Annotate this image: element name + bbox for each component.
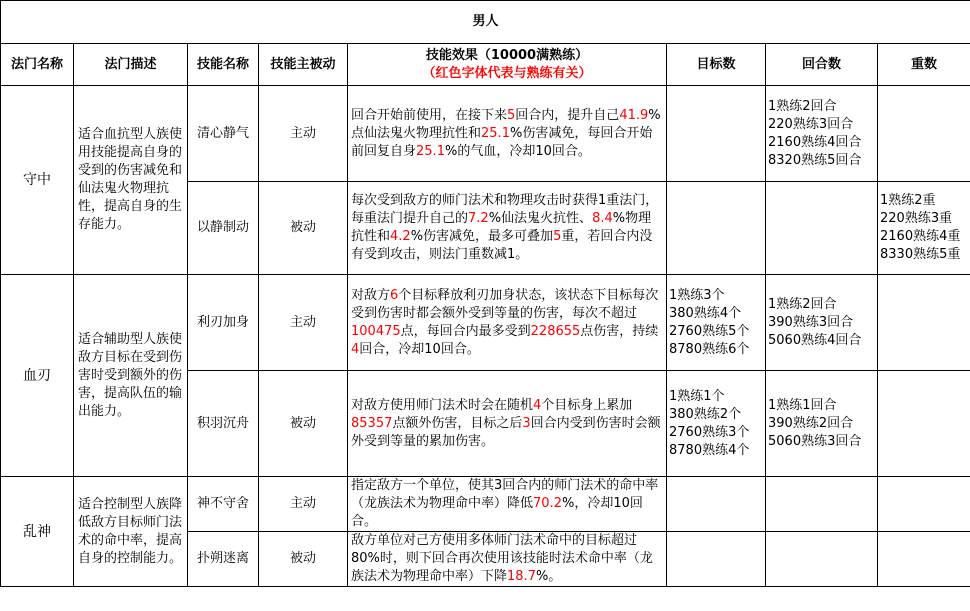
school-description: 适合辅助型人族使敌方目标在受到伤害时受到额外的伤害，提高队伍的输出能力。 [74, 275, 188, 477]
stack-count-entry: 2160熟练4重 [880, 229, 961, 244]
school-description: 适合控制型人族降低敌方目标师门法术的命中率，提高自身的控制能力。 [74, 477, 188, 587]
target-count-list [667, 532, 766, 587]
effect-text: %仙法鬼火抗性、 [488, 211, 593, 226]
round-count-entry: 2160熟练4回合 [768, 134, 862, 150]
round-count-entry: 1熟练2回合 [768, 296, 837, 312]
effect-text: 点额外伤害，目标之后 [392, 415, 523, 431]
skill-type: 被动 [259, 532, 348, 587]
round-count-list [766, 532, 878, 587]
target-count-list [667, 86, 766, 182]
header-effect [348, 44, 667, 86]
target-count-entry: 8780熟练6个 [669, 341, 750, 357]
school-name: 守中 [1, 86, 74, 275]
header-effect-label: 技能效果（10000满熟练） [425, 47, 589, 63]
skill-name: 积羽沉舟 [188, 371, 259, 477]
effect-text: 重，若回合内没有受到攻击，则法门重数减1。 [351, 229, 653, 262]
target-count-list [667, 477, 766, 532]
target-count-entry: 2760熟练3个 [669, 424, 750, 440]
header-school-name: 法门名称 [1, 44, 74, 86]
effect-text: %伤害减免，最多可叠加 [410, 229, 554, 244]
stack-count-list [878, 182, 970, 275]
school-name: 血刃 [1, 275, 74, 477]
skill-type: 被动 [259, 182, 348, 275]
effect-text: 对敌方 [351, 287, 391, 303]
round-count-list [766, 477, 878, 532]
stack-count-entry: 8330熟练5重 [880, 247, 961, 262]
target-count-list [667, 275, 766, 371]
proficiency-value: 228655 [530, 323, 581, 339]
effect-text: 个目标身上累加 [541, 397, 633, 413]
proficiency-value: 4 [351, 341, 360, 357]
round-count-entry: 5060熟练3回合 [768, 433, 862, 449]
header-targets: 目标数 [667, 44, 766, 86]
table-row [1, 477, 970, 532]
proficiency-value: 25.1 [416, 143, 445, 159]
proficiency-value: 5 [553, 229, 562, 244]
header-row [1, 44, 970, 86]
skill-effect [348, 182, 667, 275]
round-count-entry: 390熟练2回合 [768, 415, 854, 431]
target-count-entry: 380熟练2个 [669, 406, 742, 422]
effect-text: 对敌方使用师门法术时会在随机 [351, 397, 534, 413]
proficiency-value: 4.2 [390, 229, 411, 244]
proficiency-value: 3 [522, 415, 531, 431]
target-count-entry: 8780熟练4个 [669, 442, 750, 458]
proficiency-value: 6 [390, 287, 399, 303]
proficiency-value: 7.2 [468, 211, 489, 226]
effect-text: 指定敌方一个单位，使其3回合内的师门法术的命中率（龙族法术为物理命中率）降低 [351, 478, 659, 511]
round-count-entry: 220熟练3回合 [768, 116, 854, 132]
skill-name: 扑朔迷离 [188, 532, 259, 587]
effect-text: 点，每回合内最多受到 [400, 323, 531, 339]
school-description: 适合血抗型人族使用技能提高自身的受到的伤害减免和仙法鬼火物理抗性，提高自身的生存能力。 [74, 86, 188, 275]
proficiency-value: 5 [507, 107, 516, 123]
header-school-desc: 法门描述 [74, 44, 188, 86]
target-count-entry: 2760熟练5个 [669, 323, 750, 339]
target-count-entry: 1熟练1个 [669, 388, 725, 404]
effect-text: %物理抗性和 [351, 211, 652, 244]
skill-name: 以静制动 [188, 182, 259, 275]
stack-count-entry: 1熟练2重 [880, 193, 936, 208]
table-row [1, 86, 970, 182]
stack-count-list [878, 275, 970, 371]
effect-text: %。 [535, 569, 562, 584]
effect-text: 回合，冷却10回合。 [359, 341, 480, 357]
skill-effect [348, 275, 667, 371]
header-effect-note: （红色字体代表与熟练有关） [422, 65, 592, 81]
skill-type: 主动 [259, 275, 348, 371]
skill-effect [348, 477, 667, 532]
round-count-list [766, 371, 878, 477]
stack-count-list [878, 371, 970, 477]
proficiency-value: 70.2 [533, 496, 562, 511]
round-count-entry: 5060熟练4回合 [768, 332, 862, 348]
stack-count-entry: 220熟练3重 [880, 211, 953, 226]
skill-type: 主动 [259, 86, 348, 182]
effect-text: 回合内，提升自己 [515, 107, 620, 123]
effect-text: %伤害减免，每回合开始前回复自身 [351, 125, 653, 159]
round-count-entry: 1熟练2回合 [768, 98, 837, 114]
proficiency-value: 4 [533, 397, 542, 413]
effect-text: 回合开始前使用，在接下来 [351, 107, 508, 123]
stack-count-list [878, 477, 970, 532]
skill-effect [348, 371, 667, 477]
proficiency-value: 100475 [351, 323, 401, 339]
stack-count-list [878, 532, 970, 587]
skill-type: 主动 [259, 477, 348, 532]
proficiency-value: 41.9 [619, 107, 649, 123]
skill-name: 清心静气 [188, 86, 259, 182]
target-count-entry: 1熟练3个 [669, 287, 725, 303]
effect-text: 每次受到敌方的师门法术和物理攻击时获得1重法门，每重法门提升自己的 [351, 193, 659, 226]
skill-name: 神不守舍 [188, 477, 259, 532]
effect-text: %，冷却10回合。 [351, 496, 643, 529]
effect-text: 个目标释放利刃加身状态，该状态下目标每次受到伤害时都会额外受到等量的伤害，每次不超过 [351, 287, 659, 321]
proficiency-value: 25.1 [481, 125, 510, 141]
skill-effect [348, 86, 667, 182]
effect-text: 敌方单位对己方使用多体师门法术命中的目标超过80%时，则下回合再次使用该技能时法术命中率（龙族法术为物理命中率）下降 [351, 533, 653, 584]
round-count-list [766, 182, 878, 275]
skill-name: 利刃加身 [188, 275, 259, 371]
school-name: 乱神 [1, 477, 74, 587]
table-title: 男人 [1, 1, 970, 44]
round-count-list [766, 275, 878, 371]
title-row [1, 1, 970, 44]
stack-count-list [878, 86, 970, 182]
effect-text: %的气血，冷却10回合。 [444, 143, 591, 159]
round-count-list [766, 86, 878, 182]
proficiency-value: 8.4 [592, 211, 613, 226]
table-row [1, 275, 970, 371]
target-count-list [667, 371, 766, 477]
header-skill-type: 技能主被动 [259, 44, 348, 86]
effect-text: %点仙法鬼火物理抗性和 [351, 107, 661, 141]
header-skill-name: 技能名称 [188, 44, 259, 86]
skill-effect [348, 532, 667, 587]
proficiency-value: 18.7 [507, 569, 536, 584]
effect-text: 点伤害，持续 [580, 323, 659, 339]
skill-type: 被动 [259, 371, 348, 477]
round-count-entry: 390熟练3回合 [768, 314, 854, 330]
effect-text: 回合内受到伤害时会额外受到等量的累加伤害。 [351, 415, 661, 449]
round-count-entry: 8320熟练5回合 [768, 152, 862, 168]
target-count-list [667, 182, 766, 275]
header-stacks: 重数 [878, 44, 970, 86]
header-rounds: 回合数 [766, 44, 878, 86]
round-count-entry: 1熟练1回合 [768, 397, 837, 413]
proficiency-value: 85357 [351, 415, 393, 431]
target-count-entry: 380熟练4个 [669, 305, 742, 321]
